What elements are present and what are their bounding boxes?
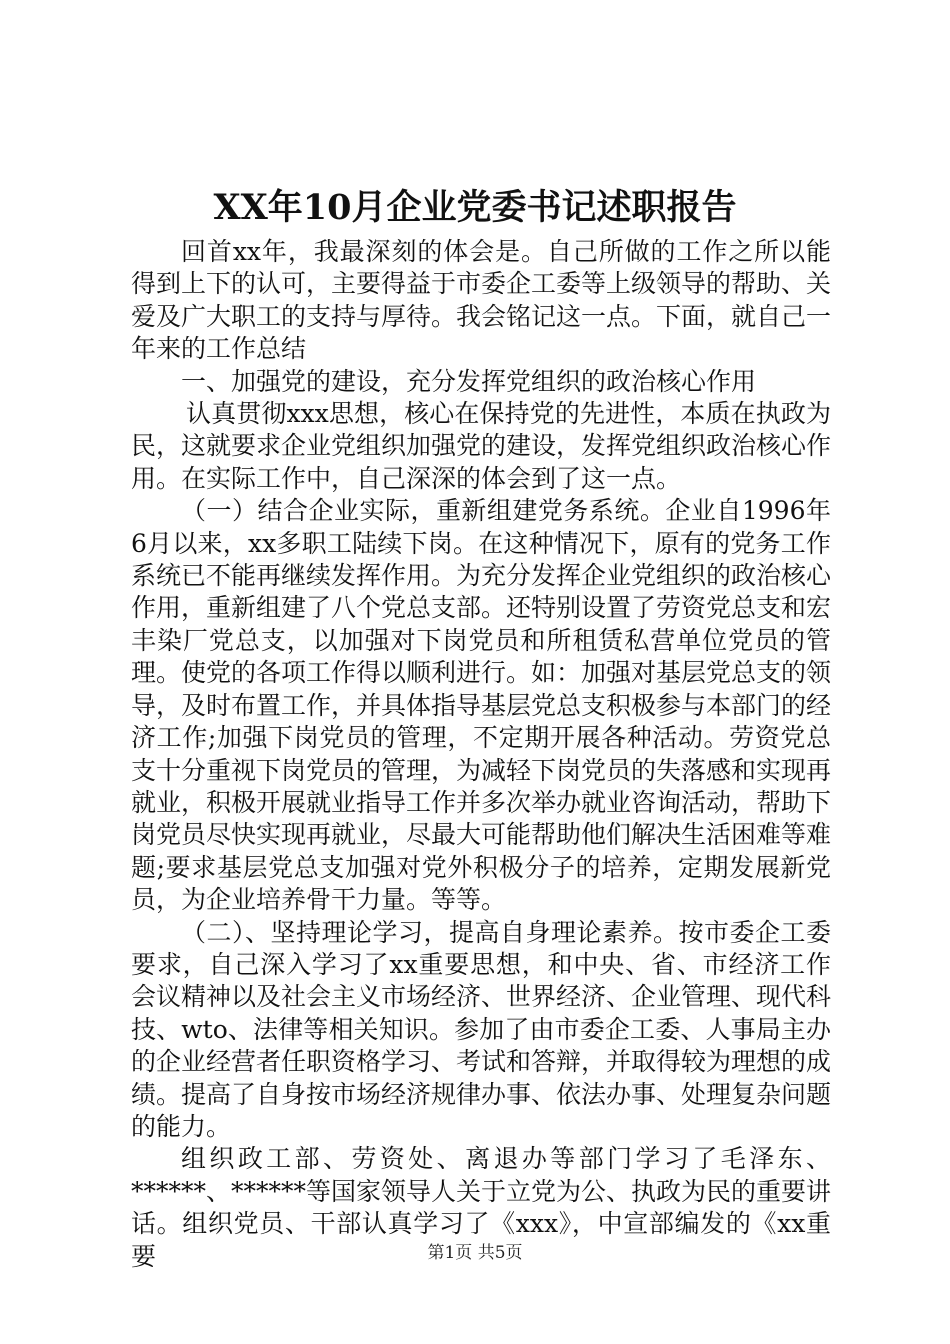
paragraph-item-1: （一）结合企业实际，重新组建党务系统。企业自1996年6月以来，xx多职工陆续下岗。在这种情况下，原有的党务工作系统已不能再继续发挥作用。为充分发挥企业党组织的政治核心作用，重新组建了八个党总支部。还特别设置了劳资党总支和宏丰染厂党总支，以加强对下岗党员和所租赁私营单位党员的管理。使党的各项工作得以顺利进行。如：加强对基层党总支的领导，及时布置工作，并具体指导基层党总支积极参与本部门的经济工作;加强下岗党员的管理，不定期开展各种活动。劳资党总支十分重视下岗党员的管理，为减轻下岗党员的失落感和实现再就业，积极开展就业指导工作并多次举办就业咨询活动，帮助下岗党员尽快实现再就业，尽最大可能帮助他们解决生活困难等难题;要求基层党总支加强对党外积极分子的培养，定期发展新党员，为企业培养骨干力量。等等。 [131,496,832,915]
document-title: XX年10月企业党委书记述职报告 [213,187,737,228]
paragraph-section-1: 认真贯彻xxx思想，核心在保持党的先进性，本质在执政为民，这就要求企业党组织加强党的建设，发挥党组织政治核心作用。在实际工作中，自己深深的体会到了这一点。 [131,399,832,493]
paragraph-item-2: （二）、坚持理论学习，提高自身理论素养。按市委企工委要求，自己深入学习了xx重要思想，和中央、省、市经济工作会议精神以及社会主义市场经济、世界经济、企业管理、现代科技、wto、法律等相关知识。参加了由市委企工委、人事局主办的企业经营者任职资格学习、考试和答辩，并取得较为理想的成绩。提高了自身按市场经济规律办事、依法办事、处理复杂问题的能力。 [131,917,832,1141]
paragraph-study: 组织政工部、劳资处、离退办等部门学习了毛泽东、******、******等国家领导人关于立党为公、执政为民的重要讲话。组织党员、干部认真学习了《xxx》，中宣部编发的《xx重要 [131,1144,832,1271]
paragraph-intro: 回首xx年，我最深刻的体会是。自己所做的工作之所以能得到上下的认可，主要得益于市委企工委等上级领导的帮助、关爱及广大职工的支持与厚待。我会铭记这一点。下面，就自己一年来的工作总结 [131,237,832,364]
section-heading-1: 一、加强党的建设，充分发挥党组织的政治核心作用 [181,366,757,396]
page-number-footer: 第1页 共5页 [427,1243,523,1263]
document-body [131,236,831,1273]
